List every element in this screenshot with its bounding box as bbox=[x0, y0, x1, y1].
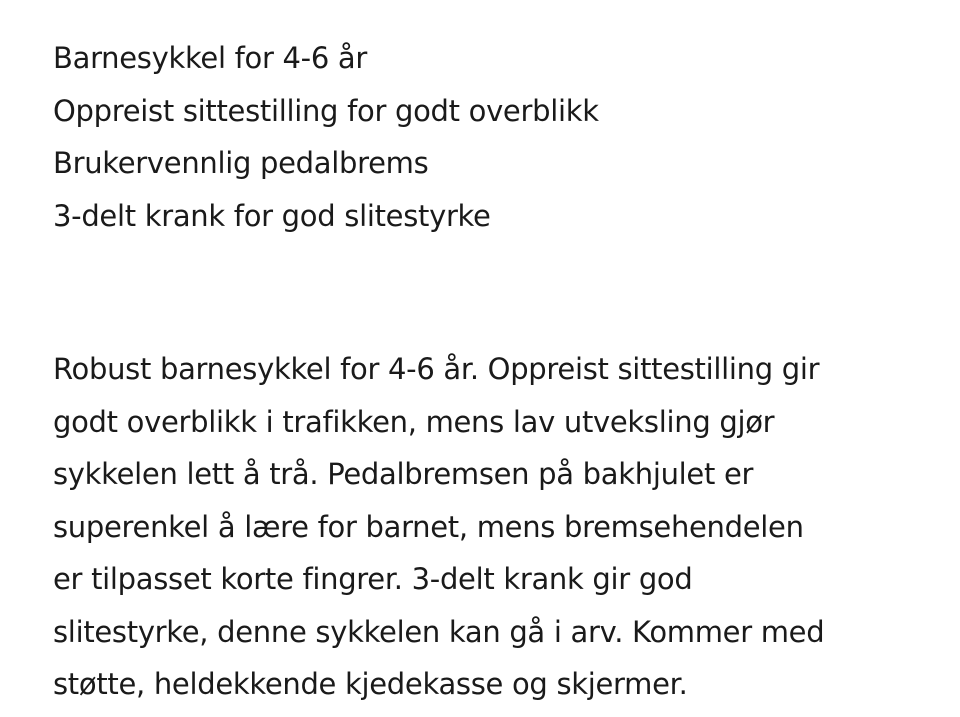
feature-item: Brukervennlig pedalbrems bbox=[53, 146, 429, 180]
description-line: er tilpasset korte fingrer. 3-delt krank gir god bbox=[53, 562, 693, 596]
description-line: slitestyrke, denne sykkelen kan gå i arv. Kommer med bbox=[53, 614, 825, 649]
description-line: godt overblikk i trafikken, mens lav utveksling gjør bbox=[53, 404, 775, 439]
description-line: sykkelen lett å trå. Pedalbremsen på bakhjulet er bbox=[53, 457, 754, 491]
product-description bbox=[53, 343, 913, 711]
feature-item: Barnesykkel for 4-6 år bbox=[53, 41, 368, 75]
feature-list bbox=[53, 32, 599, 242]
description-line: superenkel å lære for barnet, mens bremsehendelen bbox=[53, 509, 804, 544]
feature-item: 3-delt krank for god slitestyrke bbox=[53, 198, 491, 233]
description-line: Robust barnesykkel for 4-6 år. Oppreist sittestilling gir bbox=[53, 352, 820, 386]
description-line: støtte, heldekkende kjedekasse og skjermer. bbox=[53, 667, 688, 701]
feature-item: Oppreist sittestilling for godt overblikk bbox=[53, 93, 599, 128]
